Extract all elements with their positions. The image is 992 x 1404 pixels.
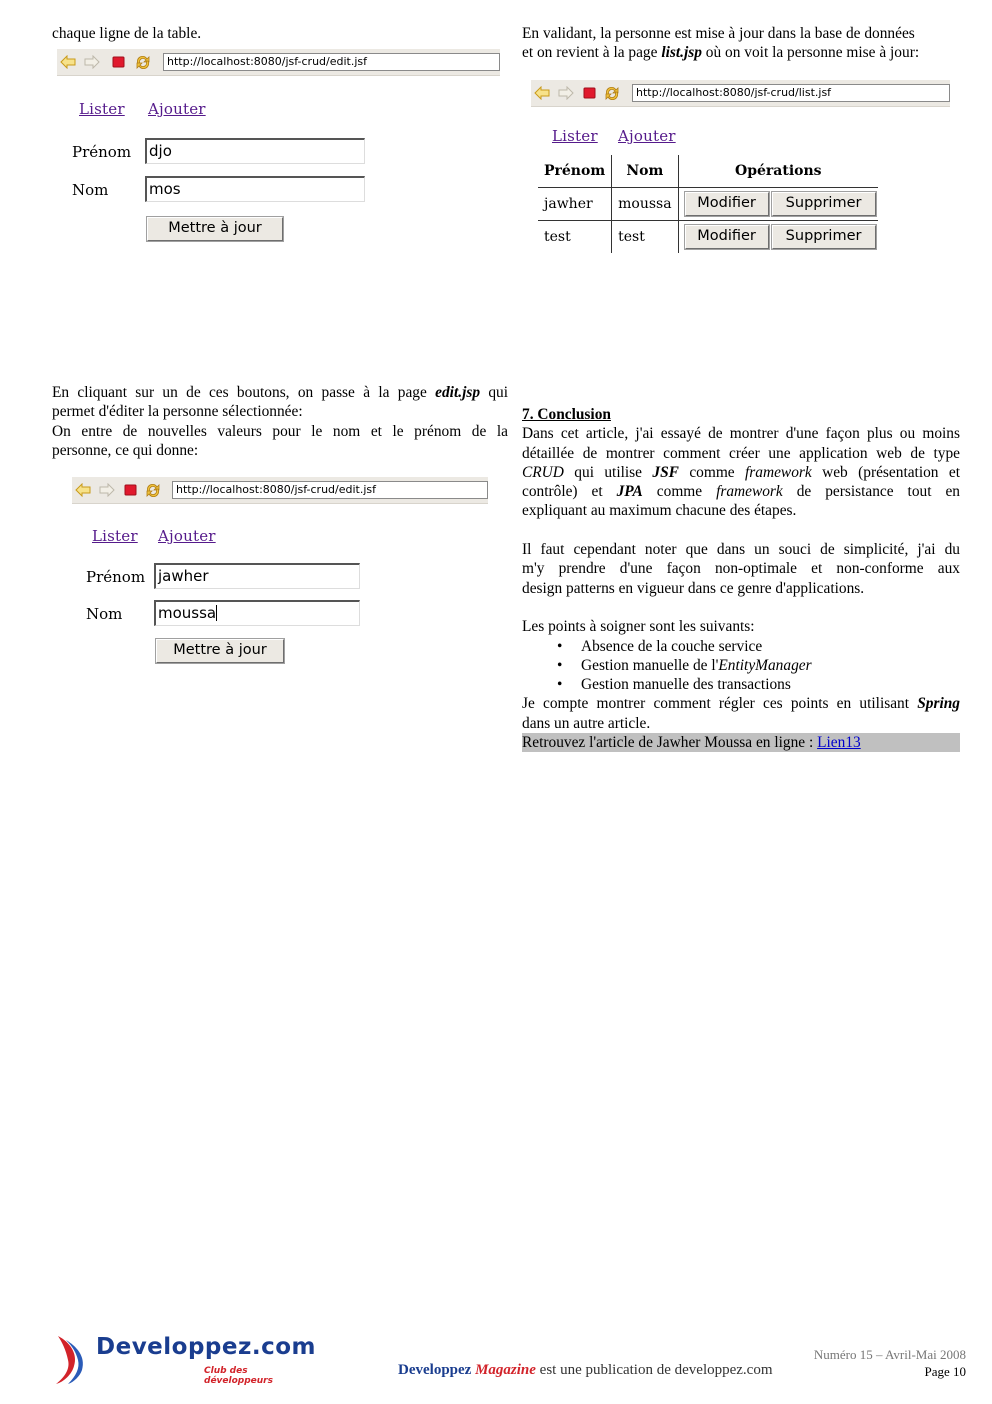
right-intro: [522, 24, 960, 63]
add-link[interactable]: Ajouter: [158, 527, 216, 545]
left-paragraph: [52, 383, 508, 460]
nom-input[interactable]: mos: [145, 176, 365, 202]
edit-button[interactable]: Modifier: [685, 225, 769, 249]
list-item: • Gestion manuelle des transactions: [522, 675, 960, 694]
back-arrow-icon[interactable]: [60, 55, 76, 69]
delete-button[interactable]: Supprimer: [772, 225, 876, 249]
table-header-row: [538, 155, 878, 188]
para-line: permet d'éditer la personne sélectionnée:: [52, 403, 303, 421]
forward-arrow-icon[interactable]: [99, 483, 115, 497]
text-cursor: [216, 605, 217, 621]
para-line: design patterns en vigueur dans ce genre d'applications.: [522, 579, 865, 597]
para-line: détaillée de montrer comment créer une application web de type: [522, 444, 960, 462]
cell-nom: moussa: [612, 188, 678, 221]
page-number: Page 10: [924, 1364, 966, 1379]
list-item: • Absence de la couche service: [522, 637, 960, 656]
para-line: Je compte montrer comment régler ces points en utilisant Spring: [522, 695, 960, 713]
add-link[interactable]: Ajouter: [618, 127, 676, 145]
logo-tagline: Club des développeurs: [204, 1366, 273, 1386]
header-nom: Nom: [612, 155, 678, 188]
list-jsp-filename: list.jsp: [661, 44, 702, 62]
cell-nom: test: [612, 221, 678, 254]
table-row: [538, 188, 878, 221]
bullet-list: [522, 637, 960, 695]
online-link-line: Retrouvez l'article de Jawher Moussa en ligne : Lien13: [522, 733, 960, 752]
prenom-label: Prénom: [86, 568, 146, 586]
nom-label: Nom: [72, 181, 109, 199]
nom-label: Nom: [86, 605, 123, 623]
nom-input[interactable]: moussa: [154, 600, 360, 626]
stop-icon[interactable]: [582, 86, 598, 100]
screenshot-edit-page-1: [57, 49, 500, 249]
prenom-input[interactable]: djo: [145, 138, 365, 164]
edit-jsp-filename: edit.jsp: [435, 384, 481, 401]
prenom-label: Prénom: [72, 143, 132, 161]
prenom-input[interactable]: jawher: [154, 563, 360, 589]
screenshot-edit-page-2: [72, 477, 488, 677]
conclusion-title: 7. Conclusion: [522, 406, 611, 423]
stop-icon[interactable]: [111, 55, 127, 69]
para-line: En validant, la personne est mise à jour dans la base de données: [522, 25, 915, 42]
para-line: et on revient à la page list.jsp où on voit la personne mise à jour:: [522, 44, 920, 62]
reload-icon[interactable]: [135, 55, 151, 69]
header-prenom: Prénom: [538, 155, 612, 188]
address-bar[interactable]: http://localhost:8080/jsf-crud/list.jsf: [632, 84, 950, 102]
para-line: m'y prendre d'une façon non-optimale et non-conforme aux: [522, 560, 960, 578]
forward-arrow-icon[interactable]: [84, 55, 100, 69]
reload-icon[interactable]: [145, 483, 161, 497]
left-intro-text: chaque ligne de la table.: [52, 25, 202, 42]
browser-toolbar: [57, 49, 500, 76]
screenshot-list-page: [531, 80, 950, 258]
delete-button[interactable]: Supprimer: [772, 192, 876, 216]
back-arrow-icon[interactable]: [75, 483, 91, 497]
cell-prenom: test: [538, 221, 612, 254]
lien13-link[interactable]: Lien13: [817, 734, 861, 752]
browser-toolbar: [72, 477, 488, 504]
para-line: personne, ce qui donne:: [52, 441, 199, 459]
stop-icon[interactable]: [123, 483, 139, 497]
list-link[interactable]: Lister: [552, 127, 598, 145]
back-arrow-icon[interactable]: [534, 86, 550, 100]
cell-prenom: jawher: [538, 188, 612, 221]
table-row: [538, 221, 878, 254]
add-link[interactable]: Ajouter: [148, 100, 206, 118]
browser-toolbar: [531, 80, 950, 107]
address-bar[interactable]: http://localhost:8080/jsf-crud/edit.jsf: [172, 481, 488, 499]
update-button[interactable]: Mettre à jour: [156, 639, 284, 663]
persons-table: [538, 155, 878, 253]
para-line: On entre de nouvelles valeurs pour le nom et le prénom de la: [52, 422, 508, 440]
para-line: contrôle) et JPA comme framework de persistance tout en: [522, 483, 960, 501]
para-line: En cliquant sur un de ces boutons, on passe à la page edit.jsp qui: [52, 384, 509, 401]
edit-button[interactable]: Modifier: [685, 192, 769, 216]
para-line: expliquant au maximum chacune des étapes.: [522, 502, 797, 520]
para-line: dans un autre article.: [522, 714, 651, 732]
para-line: Dans cet article, j'ai essayé de montrer d'une façon plus ou moins: [522, 425, 960, 443]
conclusion-section: [522, 405, 960, 752]
update-button[interactable]: Mettre à jour: [147, 217, 283, 241]
reload-icon[interactable]: [604, 86, 620, 100]
cell-operations: [678, 221, 878, 254]
para-line: Les points à soigner sont les suivants:: [522, 618, 755, 636]
developpez-logo: [52, 1332, 317, 1388]
address-bar[interactable]: http://localhost:8080/jsf-crud/edit.jsf: [163, 53, 500, 71]
para-line: CRUD qui utilise JSF comme framework web (présentation et: [522, 463, 960, 481]
list-link[interactable]: Lister: [92, 527, 138, 545]
logo-swoosh-icon: [52, 1332, 96, 1386]
list-link[interactable]: Lister: [79, 100, 125, 118]
header-operations: Opérations: [678, 155, 878, 188]
issue-number: Numéro 15 – Avril-Mai 2008: [813, 1347, 966, 1362]
forward-arrow-icon[interactable]: [558, 86, 574, 100]
list-item: • Gestion manuelle de l'EntityManager: [522, 656, 960, 675]
logo-wordmark: Developpez.com: [96, 1334, 317, 1360]
publication-line: Developpez Magazine est une publication de developpez.com: [398, 1362, 773, 1378]
cell-operations: [678, 188, 878, 221]
para-line: Il faut cependant noter que dans un souci de simplicité, j'ai du: [522, 541, 960, 559]
